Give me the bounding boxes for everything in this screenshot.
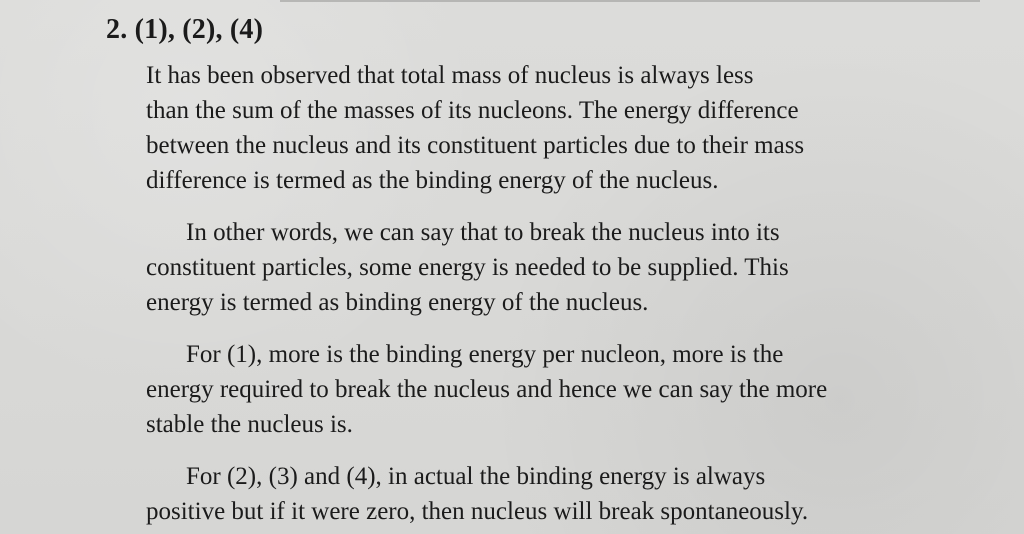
paragraph-3-line-1: For (1), more is the binding energy per nucleon, more is the — [186, 341, 784, 368]
paragraph-2-line-3: energy is termed as binding energy of the nucleus. — [146, 289, 649, 316]
paragraph-1-line-4: difference is termed as the binding energy of the nucleus. — [146, 167, 719, 194]
paragraph-2-line-2: constituent particles, some energy is needed to be supplied. This — [146, 254, 789, 281]
paragraph-1-line-1: It has been observed that total mass of nucleus is always less — [146, 62, 754, 89]
question-number: 2. (1), (2), (4) — [106, 14, 264, 45]
paragraph-3-line-3: stable the nucleus is. — [146, 411, 353, 438]
top-rule — [280, 0, 980, 2]
paragraph-3 — [146, 337, 976, 442]
paragraph-4-line-1: For (2), (3) and (4), in actual the binding energy is always — [186, 463, 766, 490]
paragraph-2 — [146, 215, 976, 320]
paragraph-1 — [146, 58, 976, 198]
paragraph-4 — [146, 459, 976, 529]
paragraph-1-line-3: between the nucleus and its constituent particles due to their mass — [146, 132, 805, 159]
paragraph-4-line-2: positive but if it were zero, then nucleus will break spontaneously. — [146, 498, 809, 525]
paragraph-3-line-2: energy required to break the nucleus and hence we can say the more — [146, 376, 828, 403]
paragraph-1-line-2: than the sum of the masses of its nucleons. The energy difference — [146, 97, 799, 124]
paragraph-2-line-1: In other words, we can say that to break the nucleus into its — [186, 219, 780, 246]
